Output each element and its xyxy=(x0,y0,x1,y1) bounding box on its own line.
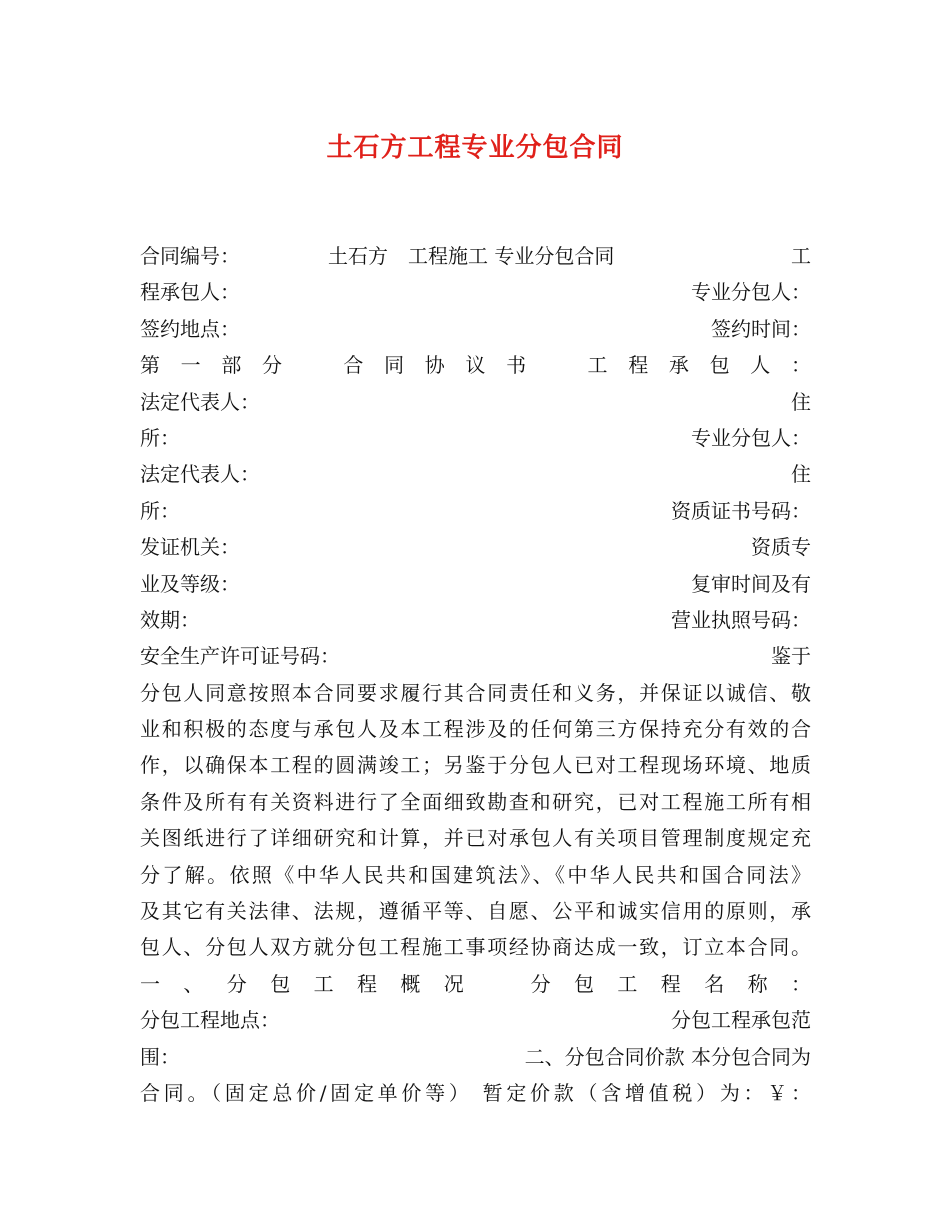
text-line xyxy=(140,529,811,565)
section-heading-line: 一、分包工程概况 分包工程名称： xyxy=(140,971,811,996)
line-right: 签约时间： xyxy=(711,316,811,341)
line-right: 资质证书号码： xyxy=(671,498,811,523)
line-left: 安全生产许可证号码： xyxy=(140,644,340,669)
paragraph-line: 合同。（固定总价/固定单价等） 暂定价款（含增值税）为：￥： xyxy=(140,1080,811,1105)
section-heading-line: 第一部分 合同协议书 工程承包人： xyxy=(140,353,811,378)
text-line xyxy=(140,493,811,529)
contract-name: 土石方 工程施工 专业分包合同 xyxy=(328,244,615,268)
text-line xyxy=(140,274,811,310)
line-right: 资质专 xyxy=(751,535,811,560)
line-right: 营业执照号码： xyxy=(671,607,811,632)
line-right: 工 xyxy=(791,244,811,268)
paragraph-line: 业和积极的态度与承包人及本工程涉及的任何第三方保持充分有效的合 xyxy=(140,717,811,742)
line-left: 所： xyxy=(140,425,180,450)
line-left: 分包工程地点： xyxy=(140,1008,280,1033)
line-left: 发证机关： xyxy=(140,535,240,560)
line-left: 签约地点： xyxy=(140,316,240,341)
line-left: 效期： xyxy=(140,607,200,632)
paragraph-line: 分包人同意按照本合同要求履行其合同责任和义务，并保证以诚信、敬 xyxy=(140,680,811,705)
paragraph-line: 作，以确保本工程的圆满竣工；另鉴于分包人已对工程现场环境、地质 xyxy=(140,753,811,778)
text-line xyxy=(140,566,811,602)
line-right: 专业分包人： xyxy=(691,425,811,450)
document-body xyxy=(140,238,811,1111)
line-right: 专业分包人： xyxy=(691,280,811,305)
line-left: 业及等级： xyxy=(140,571,240,596)
text-line xyxy=(140,311,811,347)
text-line xyxy=(140,1039,811,1075)
text-line xyxy=(140,456,811,492)
document-title: 土石方工程专业分包合同 xyxy=(326,133,624,163)
text-line xyxy=(140,638,811,674)
line-right: 分包工程承包范 xyxy=(671,1008,811,1033)
line-right: 住 xyxy=(791,462,811,487)
line-left: 围： xyxy=(140,1044,180,1069)
line-left: 所： xyxy=(140,498,180,523)
text-line xyxy=(140,420,811,456)
text-line xyxy=(140,1002,811,1038)
text-line xyxy=(140,384,811,420)
line-left: 合同编号： xyxy=(140,244,240,268)
contract-number-line xyxy=(140,238,811,274)
line-right: 鉴于 xyxy=(771,644,811,669)
paragraph-line: 分了解。依照《中华人民共和国建筑法》、《中华人民共和国合同法》 xyxy=(140,862,811,887)
paragraph-line: 条件及所有有关资料进行了全面细致勘查和研究，已对工程施工所有相 xyxy=(140,789,811,814)
paragraph-line: 包人、分包人双方就分包工程施工事项经协商达成一致，订立本合同。 xyxy=(140,935,811,960)
line-left: 法定代表人： xyxy=(140,462,260,487)
line-right: 住 xyxy=(791,389,811,414)
line-left: 程承包人： xyxy=(140,280,240,305)
line-right: 二、分包合同价款 本分包合同为 xyxy=(524,1044,811,1069)
text-line xyxy=(140,602,811,638)
paragraph-line: 关图纸进行了详细研究和计算，并已对承包人有关项目管理制度规定充 xyxy=(140,826,811,851)
line-left: 法定代表人： xyxy=(140,389,260,414)
paragraph-line: 及其它有关法律、法规，遵循平等、自愿、公平和诚实信用的原则，承 xyxy=(140,899,811,924)
line-right: 复审时间及有 xyxy=(691,571,811,596)
